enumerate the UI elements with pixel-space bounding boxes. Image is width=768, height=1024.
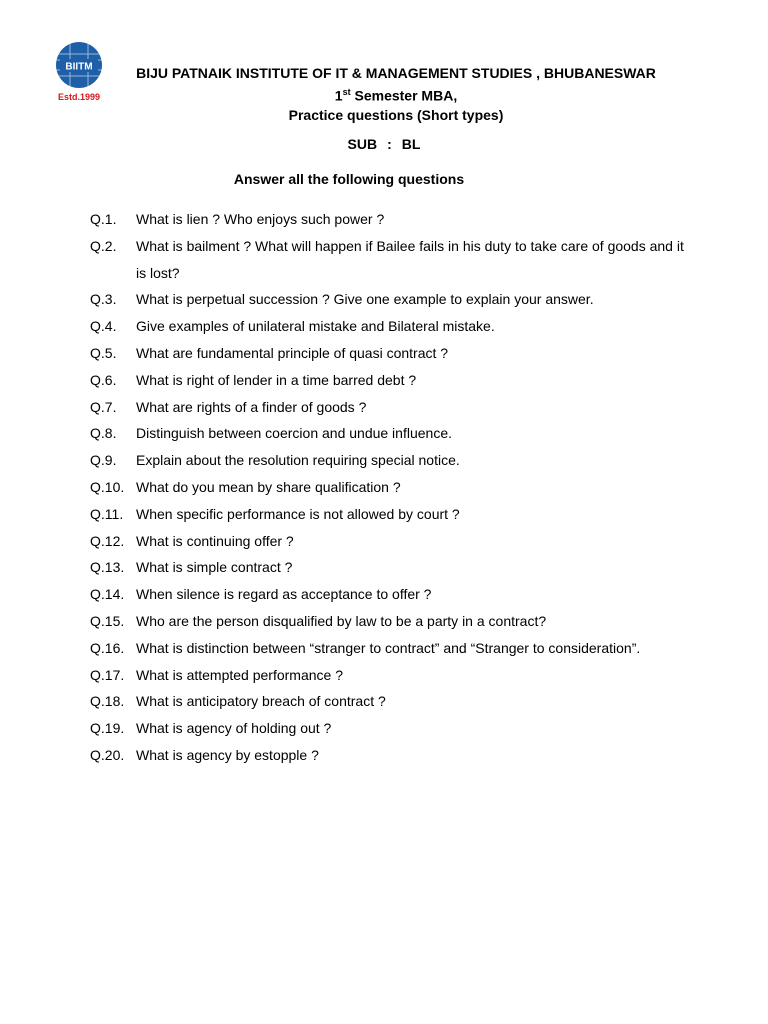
- question-item: [90, 742, 690, 769]
- question-text: What is continuing offer ?: [136, 532, 294, 549]
- question-text: What is distinction between “stranger to contract” and “Stranger to consideration”.: [136, 639, 641, 656]
- question-item: [90, 286, 690, 313]
- question-text: What is anticipatory breach of contract ?: [136, 693, 386, 710]
- question-number: Q.17.: [90, 666, 125, 683]
- question-text: What is simple contract ?: [136, 559, 293, 576]
- question-item: [90, 528, 690, 555]
- question-text: What is right of lender in a time barred debt ?: [136, 371, 417, 388]
- question-item: [90, 313, 690, 340]
- document-header: [0, 61, 768, 125]
- question-number: Q.6.: [90, 371, 117, 388]
- question-text: Distinguish between coercion and undue influence.: [136, 425, 452, 442]
- question-number: Q.9.: [90, 452, 117, 469]
- question-number: Q.11.: [90, 505, 124, 522]
- subject-label: SUB: [347, 136, 378, 152]
- question-text: What is bailment ? What will happen if Bailee fails in his duty to take care of goods and it is lost?: [136, 237, 684, 281]
- question-number: Q.19.: [90, 720, 125, 737]
- question-item: [90, 340, 690, 367]
- question-text: What is agency by estopple ?: [136, 746, 319, 763]
- question-item: [90, 420, 690, 447]
- question-number: Q.10.: [90, 478, 125, 495]
- question-number: Q.14.: [90, 586, 125, 603]
- question-text: When specific performance is not allowed by court ?: [136, 505, 460, 522]
- question-item: [90, 608, 690, 635]
- question-text: What do you mean by share qualification ?: [136, 478, 401, 495]
- subject-separator: :: [387, 136, 392, 152]
- question-item: [90, 554, 690, 581]
- question-item: [90, 367, 690, 394]
- question-number: Q.18.: [90, 693, 125, 710]
- question-item: [90, 394, 690, 421]
- question-item: [90, 635, 690, 662]
- question-number: Q.15.: [90, 612, 125, 629]
- question-number: Q.8.: [90, 425, 117, 442]
- question-item: [90, 688, 690, 715]
- question-number: Q.7.: [90, 398, 117, 415]
- logo-established: Estd.1999: [57, 92, 101, 102]
- question-number: Q.4.: [90, 318, 117, 335]
- question-item: [90, 662, 690, 689]
- question-list: [90, 206, 690, 769]
- semester-rest: Semester MBA,: [354, 87, 458, 104]
- subject-value: BL: [401, 136, 421, 152]
- question-number: Q.13.: [90, 559, 125, 576]
- question-number: Q.1.: [90, 211, 117, 227]
- question-number: Q.20.: [90, 746, 125, 763]
- question-text: Explain about the resolution requiring special notice.: [136, 452, 460, 469]
- question-item: [90, 501, 690, 528]
- question-item: [90, 715, 690, 742]
- logo-text: BIITM: [65, 61, 93, 73]
- question-text: Who are the person disqualified by law to be a party in a contract?: [136, 612, 547, 629]
- question-item: [90, 581, 690, 608]
- question-number: Q.12.: [90, 532, 125, 549]
- question-text: What is attempted performance ?: [136, 666, 343, 683]
- question-text: What are fundamental principle of quasi contract ?: [136, 344, 449, 361]
- question-text: What is agency of holding out ?: [136, 720, 332, 737]
- question-number: Q.3.: [90, 291, 117, 308]
- question-text: What is perpetual succession ? Give one example to explain your answer.: [136, 291, 594, 308]
- question-number: Q.16.: [90, 639, 125, 656]
- semester-line: [0, 83, 768, 106]
- question-text: What are rights of a finder of goods ?: [136, 398, 367, 415]
- question-item: [90, 474, 690, 501]
- question-item: [90, 206, 690, 233]
- institute-name: BIJU PATNAIK INSTITUTE OF IT & MANAGEMENT STUDIES , BHUBANESWAR: [136, 65, 656, 81]
- question-number: Q.5.: [90, 344, 117, 361]
- question-text: When silence is regard as acceptance to offer ?: [136, 586, 432, 603]
- semester-suffix: st: [342, 87, 351, 97]
- instruction-heading: Answer all the following questions: [233, 171, 465, 187]
- subject-line: [0, 136, 768, 152]
- question-text: Give examples of unilateral mistake and Bilateral mistake.: [136, 318, 495, 335]
- practice-title: Practice questions (Short types): [288, 106, 504, 123]
- question-item: [90, 233, 690, 287]
- question-number: Q.2.: [90, 237, 117, 254]
- question-item: [90, 447, 690, 474]
- question-text: What is lien ? Who enjoys such power ?: [136, 211, 385, 227]
- semester-number: 1: [334, 87, 343, 104]
